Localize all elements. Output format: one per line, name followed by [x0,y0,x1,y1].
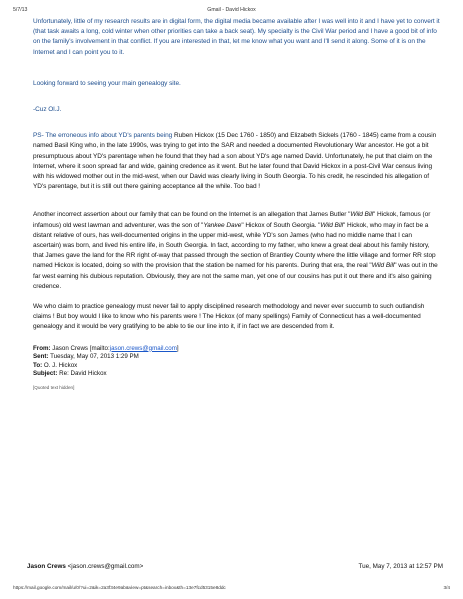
subject-line [33,370,441,379]
forwarded-header [33,345,441,379]
italic-yankee-dave: Yankee Dave [203,221,242,229]
sender-name: Jason Crews [27,563,66,570]
print-url: https://mail.google.com/mail/u/0/?ui=2&ik=2a3f34e9ab&view=pt&search=inbox&th=13e7fcd5315e8ddc [13,585,226,590]
italic-wild-bill: Wild Bill [320,221,344,229]
ps-rest: Ruben Hickox (15 Dec 1760 - 1850) and Elizabeth Sickels (1760 - 1845) came from a cousin named Basil King who, in the late 1990s, was trying to get into the SAR and needed a documented Revolutionary War ancestor. He got a bit presumptuous about YD's parentage when he found that they had a son about YD's age named David. Unfortunately, he put that claim on the Internet, where it soon spread far and wide, gaining credence as it went. But he later found that David Hickox in a post-Civil War census living with his widowed mother out in the mid-west, when our David was clearly living in South Georgia. To his credit, he rescinded his allegation of YD's parentage, but it is still out there gaining acceptance all the while. Too bad ! [33,132,437,191]
from-name: Jason Crews [mailto: [52,344,110,352]
message-date: Tue, May 7, 2013 at 12:57 PM [358,563,443,570]
to-value: O. J. Hickox [43,361,78,369]
from-email-link[interactable]: jason.crews@gmail.com [109,344,177,352]
to-label: To: [33,361,43,369]
text-segment: " was out in the far west earning his dubious reputation. Obviously, they are not the same man, yet one of our cousins has put it out there and it's also gaining credence. [33,262,438,290]
paragraph-research: Unfortunately, little of my research results are in digital form, the digital media became available after I was well into it and I have yet to convert it (that task awaits a long, cold winter when other priorities can take a back seat). My specialty is the Civil War period and I have a good bit of info on the family's involvement in that conflict. If you are interested in that, let me know what you want and I'll send it along. Some of it is on the Internet and I can point you to it. [33,18,440,56]
paragraph-genealogy: We who claim to practice genealogy must never fail to apply disciplined research methodology and never ever succumb to such outlandish claims ! But boy would I like to know who his parents were ! The Hickox (of many spellings) Family of Connecticut has a well-documented genealogy and it would be very gratifying to be able to tie our line into it, if in fact we are descended from it. [33,303,425,331]
italic-wild-bill: Wild Bill [371,262,395,270]
message-sender [27,563,143,570]
print-date: 5/7/13 [13,7,28,13]
subject-value: Re: David Hickox [59,370,107,378]
from-close: ] [176,344,179,352]
sent-value: Tuesday, May 07, 2013 1:29 PM [50,353,139,361]
quoted-text-toggle[interactable]: [Quoted text hidden] [33,385,75,391]
ps-lead: PS- The erroneous info about YD's parents being [33,132,174,140]
sender-email: <jason.crews@gmail.com> [67,563,144,570]
next-message-header[interactable] [27,563,443,573]
paragraph-wild-bill [33,210,441,292]
text-segment: " Hickok, who may in fact be a distant relative of ours, has well-documented origins in the upper mid-west, while YD's son James (who had no middle name that I can ascertain) was born, and lived his entire life, in South Georgia. In fact, according to my father, who knew a great deal about his family history, that James gave the land for the RR right of-way that passed through the section of Brantley County where the little village and former RR stop named Hickox is located, doing so with the provision that the station be named for his parents. During that era, the real " [33,221,436,270]
from-label: From: [33,344,51,352]
print-header [13,7,450,15]
text-segment: " Hickok, famous (or infamous) old west lawman and adventurer, was the son of " [33,211,431,229]
print-title: Gmail - David Hickox [207,7,256,13]
signature: -Cuz Ol.J. [33,106,62,114]
paragraph-ps [33,131,441,192]
text-segment: " Hickox of South Georgia. " [241,221,321,229]
from-line [33,345,441,354]
sent-line [33,353,441,362]
text-segment: Another incorrect assertion about our family that can be found on the Internet is an allegation that James Butler " [33,211,351,219]
email-body [33,17,441,390]
paragraph-looking-forward: Looking forward to seeing your main genealogy site. [33,79,181,87]
page-number: 3/4 [443,585,450,590]
italic-wild-bill: Wild Bill [350,211,374,219]
to-line [33,362,441,371]
sent-label: Sent: [33,353,49,361]
subject-label: Subject: [33,370,58,378]
